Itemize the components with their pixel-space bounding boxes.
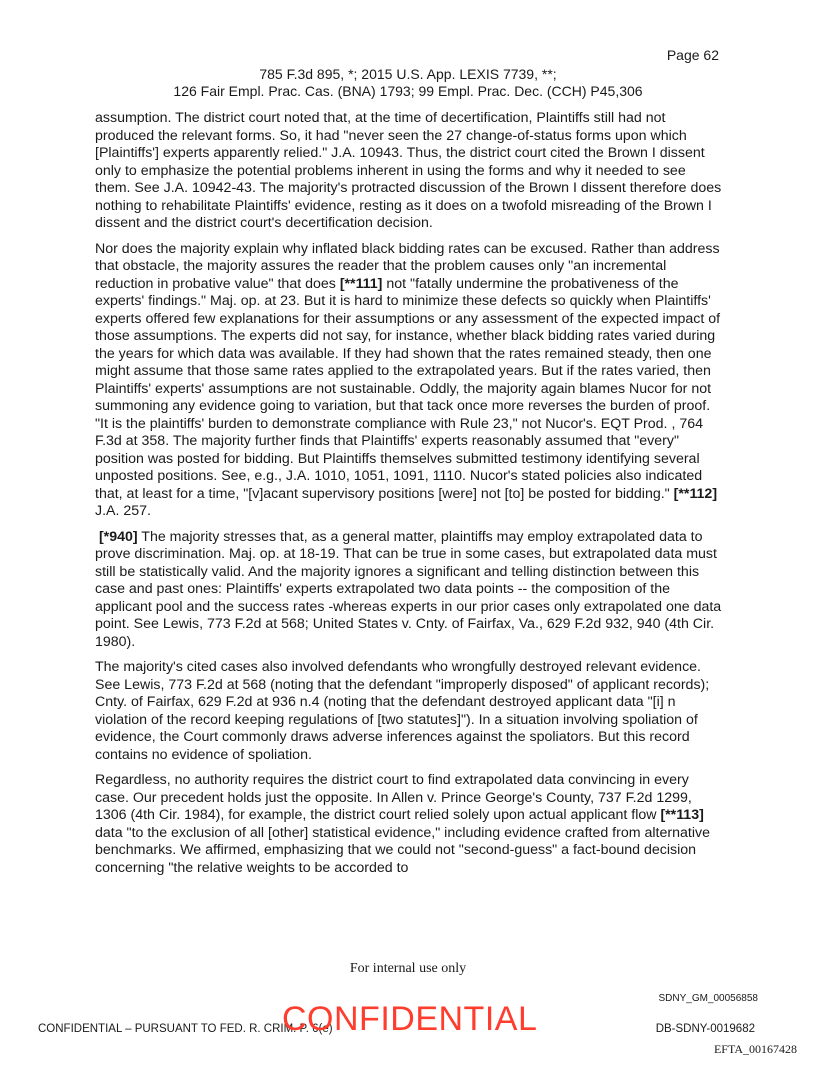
star-page-marker: [*940]: [98, 528, 138, 545]
internal-use-notice: For internal use only: [349, 961, 467, 976]
paragraph: [95, 659, 723, 764]
paragraph-text: The majority's cited cases also involved defendants who wrongfully destroyed relevant evidence. See Lewis, 773 F.2d at 568 (noting that the defendant "improperly disposed" of applicant records); Cnty. of Fairfax, 629 F.2d at 936 n.4 (noting that the defendant destroyed applicant data "[i] n violation of the record keeping regulations of [two statutes]"). In a situation involving spoliation of evidence, the Court commonly draws adverse inferences against the spoliators. But this record contains no evidence of spoliation.: [95, 659, 710, 763]
bates-number-sdny-gm: SDNY_GM_00056858: [658, 993, 758, 1004]
paragraph-text: The majority stresses that, as a general matter, plaintiffs may employ extrapolated data to prove discrimination. Maj. op. at 18-19. That can be true in some cases, but extrapolated data must still be statistically valid. And the majority ignores a significant and telling distinction between this case and past ones: Plaintiffs' experts extrapolated two data points -- the composition of the applicant pool and the success rates -whereas experts in our prior cases only extrapolated one data point. See Lewis, 773 F.2d at 568; United States v. Cnty. of Fairfax, Va., 629 F.2d 932, 940 (4th Cir. 1980).: [95, 528, 722, 650]
efta-number: EFTA_00167428: [713, 1042, 797, 1056]
paragraph: [95, 110, 723, 233]
opinion-body: [95, 110, 723, 885]
page-number: Page 62: [666, 47, 719, 63]
citation-line-2: 126 Fair Empl. Prac. Cas. (BNA) 1793; 99 Empl. Prac. Dec. (CCH) P45,306: [173, 83, 643, 99]
star-page-marker: [**113]: [660, 807, 704, 823]
star-page-marker: [**112]: [673, 485, 718, 502]
citation-line-1: 785 F.3d 895, *; 2015 U.S. App. LEXIS 7739, **;: [259, 66, 557, 82]
paragraph-text: Regardless, no authority requires the district court to find extrapolated data convincing in every case. Our precedent holds just the opposite. In Allen v. Prince George's County, 737 F.2d 1299, 1306 (4th Cir. 1984), for example, the district court relied solely upon actual applicant flow: [95, 772, 692, 823]
paragraph-text: Nor does the majority explain why inflated black bidding rates can be excused. Rather than address that obstacle, the majority assures the reader that the problem causes only "an incremental reduction in probative value" that does: [95, 240, 720, 292]
star-page-marker: [**111]: [339, 275, 383, 292]
bates-number-db: DB-SDNY-0019682: [655, 1023, 755, 1035]
paragraph: [95, 241, 723, 521]
paragraph: [95, 529, 723, 652]
paragraph-text: J.A. 257.: [95, 503, 151, 519]
paragraph-text: data "to the exclusion of all [other] statistical evidence," including evidence crafted from alternative benchmarks. We affirmed, emphasizing that we could not "second-guess" a fact-bound decision concerning "the relative weights to be accorded to: [95, 824, 710, 876]
paragraph: [95, 772, 723, 877]
paragraph-text: assumption. The district court noted that, at the time of decertification, Plaintiffs still had not produced the relevant forms. So, it had "never seen the 27 change-of-status forms upon which [Plaintiffs'] experts apparently relied." J.A. 10943. Thus, the district court cited the Brown I dissent only to emphasize the potential problems inherent in using the forms and why it needed to see them. See J.A. 10942-43. The majority's protracted discussion of the Brown I dissent therefore does nothing to rehabilitate Plaintiffs' evidence, resting as it does on a twofold misreading of the Brown I dissent and the district court's decertification decision.: [95, 110, 722, 231]
confidential-notice: CONFIDENTIAL – PURSUANT TO FED. R. CRIM. P. 6(e): [38, 1023, 333, 1035]
confidential-stamp: CONFIDENTIAL: [282, 1000, 538, 1038]
paragraph-text: not "fatally undermine the probativeness of the experts' findings." Maj. op. at 23. But it is hard to minimize these defects so quickly when Plaintiffs' experts offered few explanations for their assumptions or any assessment of the expected impact of those assumptions. The experts did not say, for instance, whether black bidding rates varied during the years for which data was available. If they had shown that the rates remained steady, then one might assume that those same rates applied to the extrapolated years. But if the rates varied, then Plaintiffs' experts' assumptions are not sustainable. Oddly, the majority again blames Nucor for not summoning any evidence going to variation, but that tack once more reverses the burden of proof. "It is the plaintiffs' burden to demonstrate compliance with Rule 23," not Nucor's. EQT Prod. , 764 F.3d at 358. The majority further finds that Plaintiffs' experts reasonably assumed that "every" position was posted for bidding. But Plaintiffs themselves submitted testimony identifying several unposted positions. See, e.g., J.A. 1010, 1051, 1091, 1110. Nucor's stated policies also indicated that, at least for a time, "[v]acant supervisory positions [were] not [to] be posted for bidding.": [95, 275, 721, 502]
